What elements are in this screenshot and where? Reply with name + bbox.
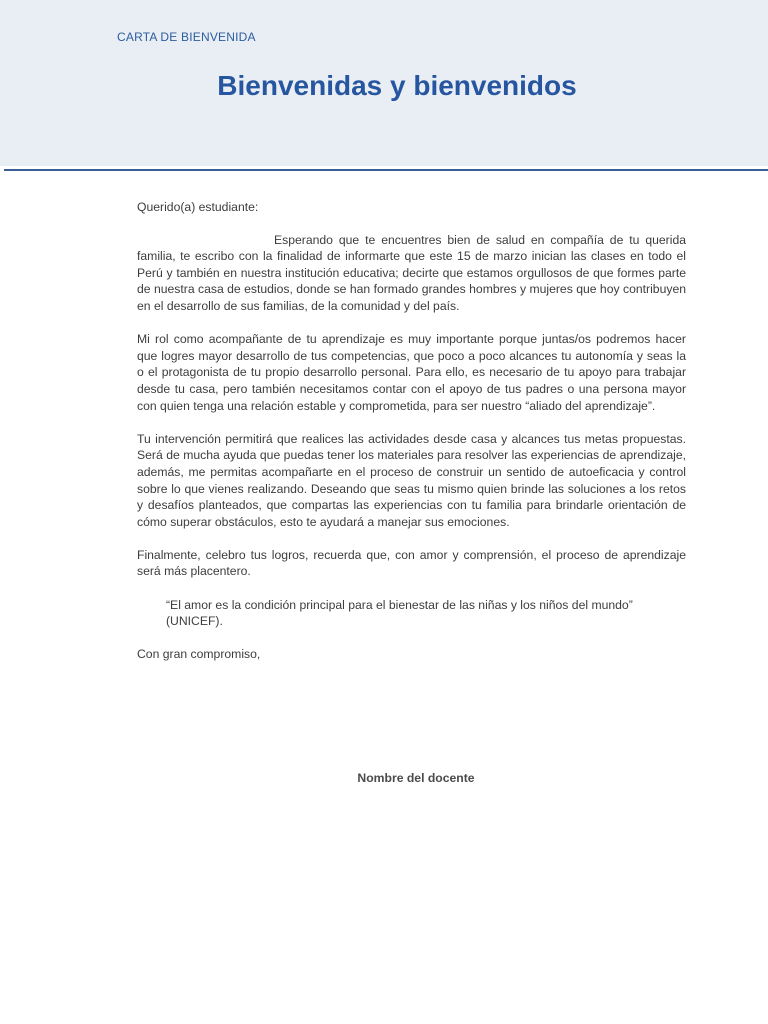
paragraph-intro: Esperando que te encuentres bien de salud en compañía de tu querida familia, te escribo con la finalidad de informarte que este 15 de marzo inician las clases en todo el Perú y también en nuestra institución educativa; decirte que estamos orgullosos de que formes parte de nuestra casa de estudios, donde se han formado grandes hombres y mujeres que hoy contribuyen en el desarrollo de sus familias, de la comunidad y del país. <box>137 232 686 313</box>
paragraph-intervention: Tu intervención permitirá que realices las actividades desde casa y alcances tus metas propuestas. Será de mucha ayuda que puedas tener los materiales para resolver las experiencias de aprendizaje, además, me permitas acompañarte en el proceso de construir un sentido de autoeficacia y control sobre lo que vienes realizando. Deseando que seas tu mismo quien brinde las soluciones a los retos y desafíos planteados, que compartas las experiencias con tu familia para brindarle orientación de cómo superar obstáculos, esto te ayudará a manejar sus emociones. <box>137 431 686 529</box>
salutation: Querido(a) estudiante: <box>137 200 259 214</box>
letter-body <box>137 199 686 663</box>
letter-header <box>0 0 768 166</box>
closing: Con gran compromiso, <box>137 647 261 662</box>
paragraph-role: Mi rol como acompañante de tu aprendizaje es muy importante porque juntas/os podremos hacer que logres mayor desarrollo de tus competencias, que poco a poco alcances tu autonomía y seas la o el protagonista de tu propio desarrollo personal. Para ello, es necesario de tu apoyo para trabajar desde tu casa, pero también necesitamos contar con el apoyo de tus padres o una persona mayor con quien tenga una relación estable y comprometida, para ser nuestro “aliado del aprendizaje”. <box>137 332 686 413</box>
quote: “El amor es la condición principal para el bienestar de las niñas y los niños del mundo” (UNICEF). <box>166 597 633 629</box>
signature-name: Nombre del docente <box>357 771 475 785</box>
paragraph-finally: Finalmente, celebro tus logros, recuerda que, con amor y comprensión, el proceso de aprendizaje será más placentero. <box>137 547 686 579</box>
page-title: Bienvenidas y bienvenidos <box>217 70 577 101</box>
header-divider <box>4 169 768 171</box>
document-type-label: CARTA DE BIENVENIDA <box>117 30 256 44</box>
